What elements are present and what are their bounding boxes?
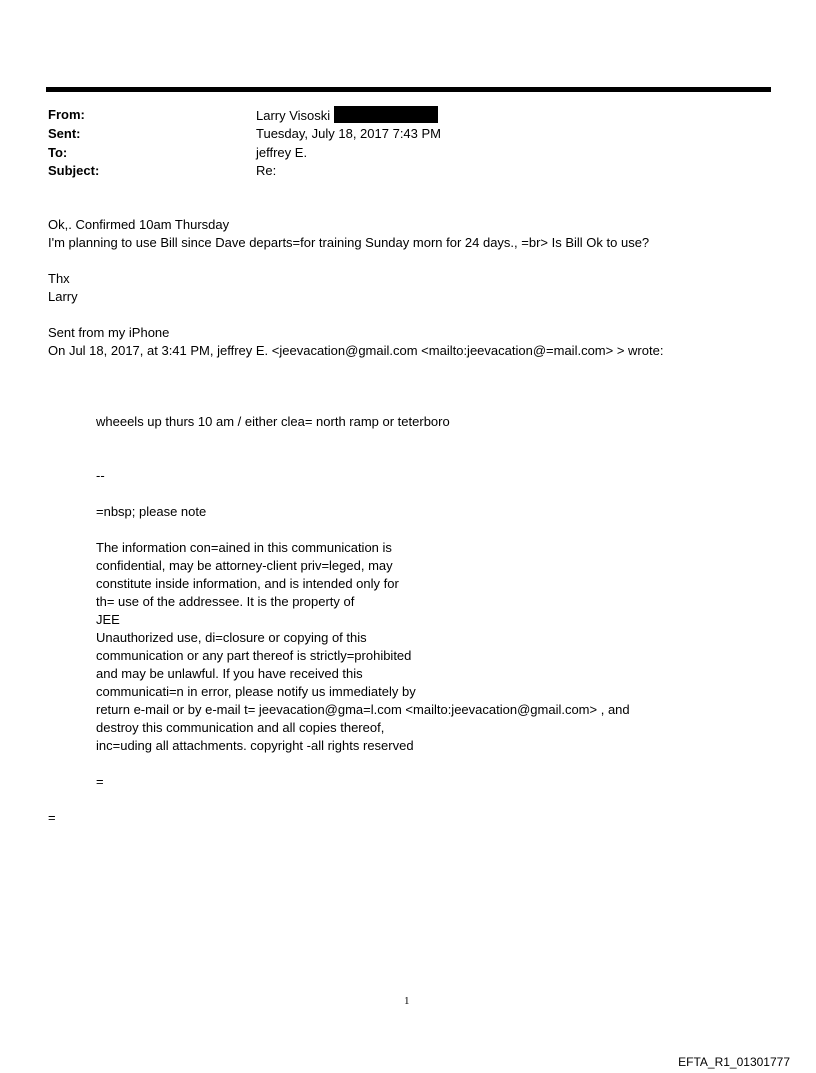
disclaimer-line: inc=uding all attachments. copyright -all rights reserved	[96, 738, 414, 753]
subject-label: Subject:	[48, 163, 100, 178]
disclaimer-line: confidential, may be attorney-client priv=leged, may	[96, 558, 393, 573]
subject-value: Re:	[256, 163, 277, 178]
disclaimer-line: The information con=ained in this communication is	[96, 540, 392, 555]
redaction-box	[334, 106, 438, 123]
equals-inner: =	[96, 774, 104, 789]
reply-thx: Thx	[48, 271, 70, 286]
to-value: jeffrey E.	[256, 145, 308, 160]
disclaimer-line: destroy this communication and all copies thereof,	[96, 720, 385, 735]
disclaimer-line: communication or any part thereof is strictly=prohibited	[96, 648, 412, 663]
disclaimer-line: constitute inside information, and is intended only for	[96, 576, 399, 591]
top-rule	[46, 87, 771, 92]
from-value	[256, 106, 438, 125]
disclaimer-line: th= use of the addressee. It is the property of	[96, 594, 355, 609]
reply-line-2: I'm planning to use Bill since Dave departs=for training Sunday morn for 24 days., =br> Is Bill Ok to use?	[48, 235, 650, 250]
page-number: 1	[404, 995, 410, 1007]
signature-dashes: --	[96, 468, 105, 483]
disclaimer-line: JEE	[96, 612, 120, 627]
quoted-message: wheeels up thurs 10 am / either clea= north ramp or teterboro	[96, 414, 450, 429]
quote-attribution: On Jul 18, 2017, at 3:41 PM, jeffrey E. <jeevacation@gmail.com <mailto:jeevacation@=mail.com> > wrote:	[48, 343, 664, 358]
disclaimer-line: and may be unlawful. If you have received this	[96, 666, 363, 681]
nbsp-note: =nbsp; please note	[96, 504, 207, 519]
from-label: From:	[48, 107, 85, 122]
to-label: To:	[48, 145, 68, 160]
sent-value: Tuesday, July 18, 2017 7:43 PM	[256, 126, 441, 141]
reply-name: Larry	[48, 289, 78, 304]
disclaimer-line: return e-mail or by e-mail t= jeevacation@gma=l.com <mailto:jeevacation@gmail.com> , and	[96, 702, 630, 717]
from-name: Larry Visoski	[256, 108, 331, 123]
disclaimer-line: Unauthorized use, di=closure or copying of this	[96, 630, 367, 645]
sent-label: Sent:	[48, 126, 81, 141]
reply-line-1: Ok,. Confirmed 10am Thursday	[48, 217, 230, 232]
document-id: EFTA_R1_01301777	[678, 1055, 790, 1069]
equals-outer: =	[48, 810, 56, 825]
sent-from-iphone: Sent from my iPhone	[48, 325, 170, 340]
disclaimer-line: communicati=n in error, please notify us immediately by	[96, 684, 416, 699]
